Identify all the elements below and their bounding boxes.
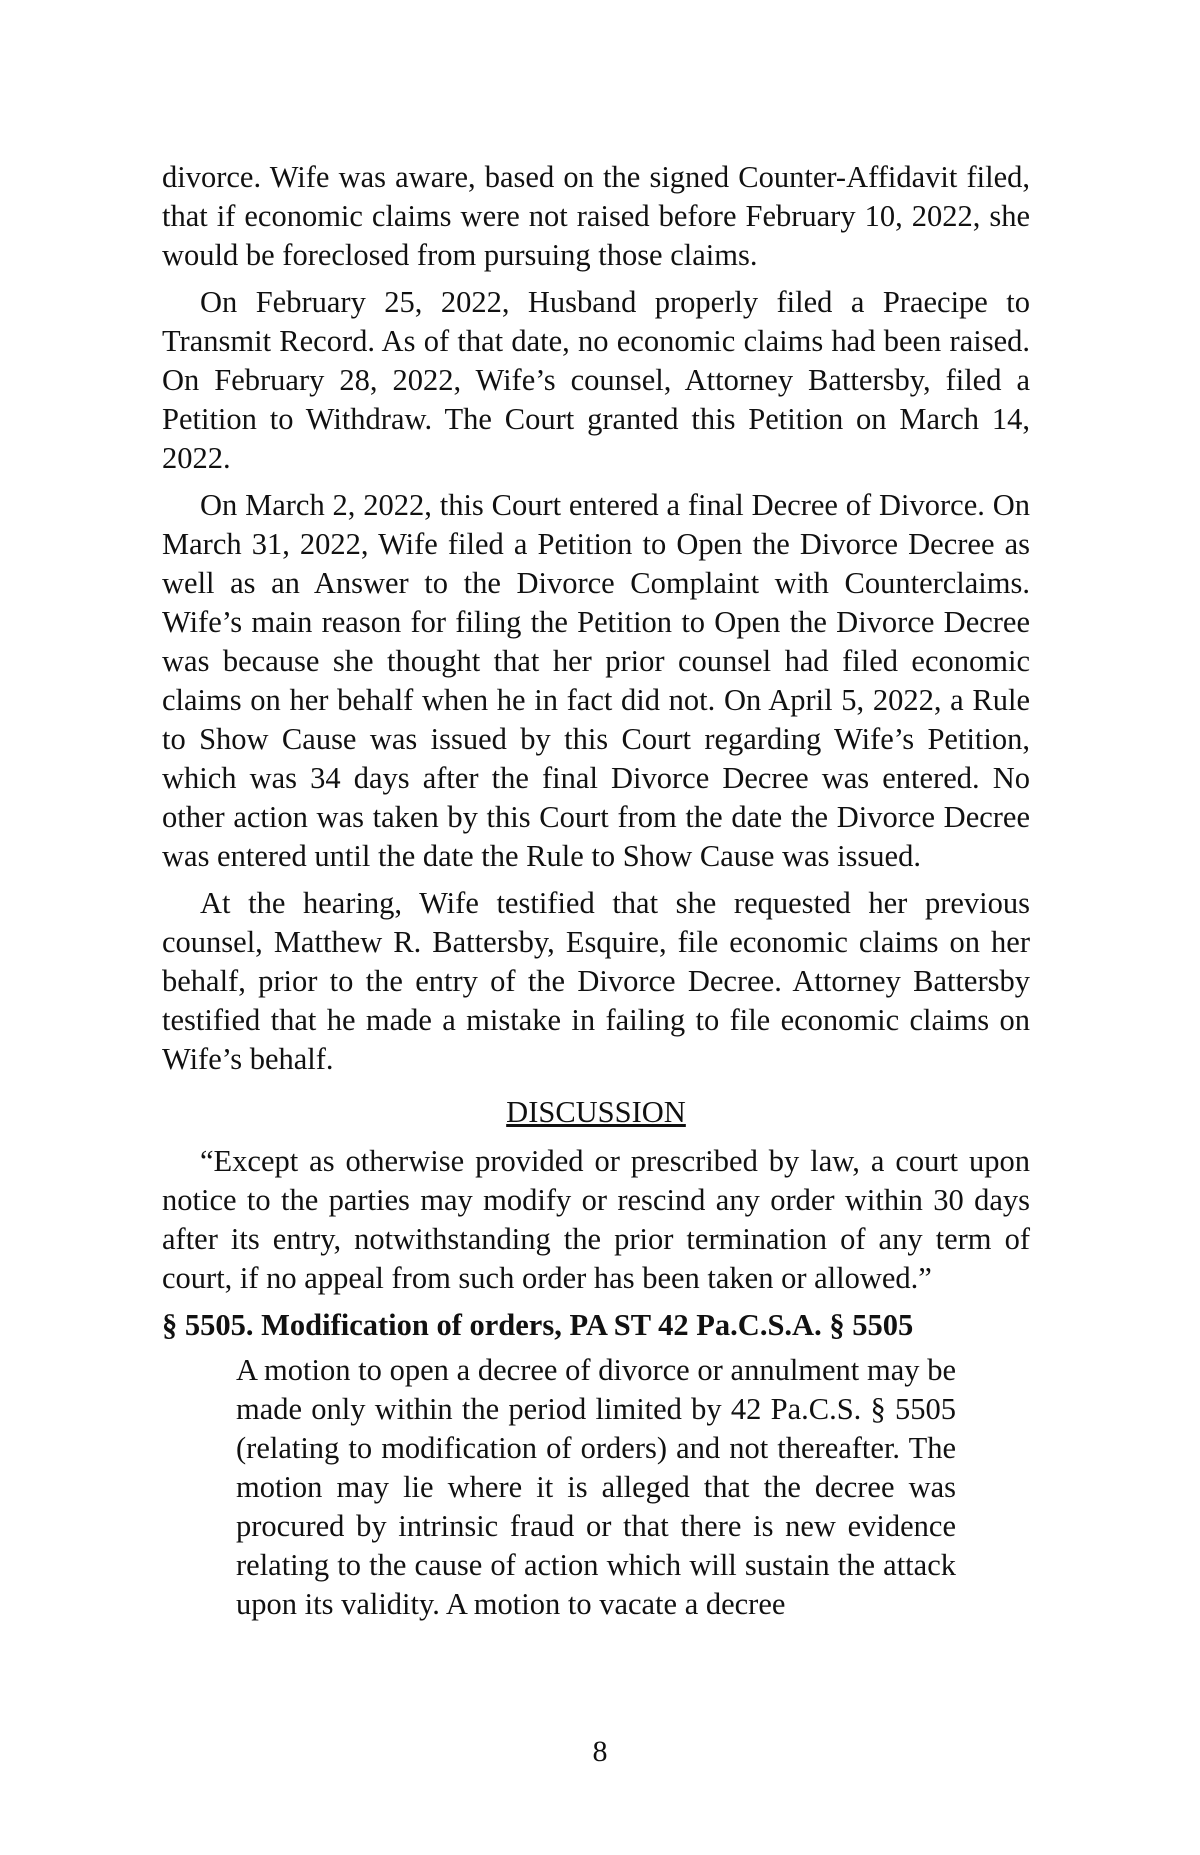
statute-quote: “Except as otherwise provided or prescribed by law, a court upon notice to the parties may modify or rescind any order within 30 days after its entry, notwithstanding the prior termination of any term of court, if no appeal from such order has been taken or allowed.” <box>162 1144 1030 1295</box>
rule-block-quote: A motion to open a decree of divorce or annulment may be made only within the period limited by 42 Pa.C.S. § 5505 (relating to modification of orders) and not thereafter. The motion may lie where it is alleged that the decree was procured by intrinsic fraud or that there is new evidence relating to the cause of action which will sustain the attack upon its validity. A motion to vacate a decree <box>236 1353 956 1621</box>
statute-citation: § 5505. Modification of orders, PA ST 42 Pa.C.S.A. § 5505 <box>162 1308 914 1342</box>
paragraph-decree: On March 2, 2022, this Court entered a final Decree of Divorce. On March 31, 2022, Wife filed a Petition to Open the Divorce Decree as well as an Answer to the Divorce Complaint with Counterclaims. Wife’s main reason for filing the Petition to Open the Divorce Decree was because she thought that her prior counsel had filed economic claims on her behalf when he in fact did not. On April 5, 2022, a Rule to Show Cause was issued by this Court regarding Wife’s Petition, which was 34 days after the final Divorce Decree was entered. No other action was taken by this Court from the date the Divorce Decree was entered until the date the Rule to Show Cause was issued. <box>162 488 1030 873</box>
paragraph-continuation: divorce. Wife was aware, based on the signed Counter-Affidavit filed, that if economic claims were not raised before February 10, 2022, she would be foreclosed from pursuing those claims. <box>162 160 1030 272</box>
body-text <box>162 158 1030 1624</box>
page-number: 8 <box>592 1735 608 1768</box>
paragraph-praecipe: On February 25, 2022, Husband properly filed a Praecipe to Transmit Record. As of that date, no economic claims had been raised. On February 28, 2022, Wife’s counsel, Attorney Battersby, filed a Petition to Withdraw. The Court granted this Petition on March 14, 2022. <box>162 285 1030 475</box>
paragraph-hearing: At the hearing, Wife testified that she requested her previous counsel, Matthew R. Battersby, Esquire, file economic claims on her behalf, prior to the entry of the Divorce Decree. Attorney Battersby testified that he made a mistake in failing to file economic claims on Wife’s behalf. <box>162 886 1030 1076</box>
discussion-heading: DISCUSSION <box>506 1095 686 1129</box>
